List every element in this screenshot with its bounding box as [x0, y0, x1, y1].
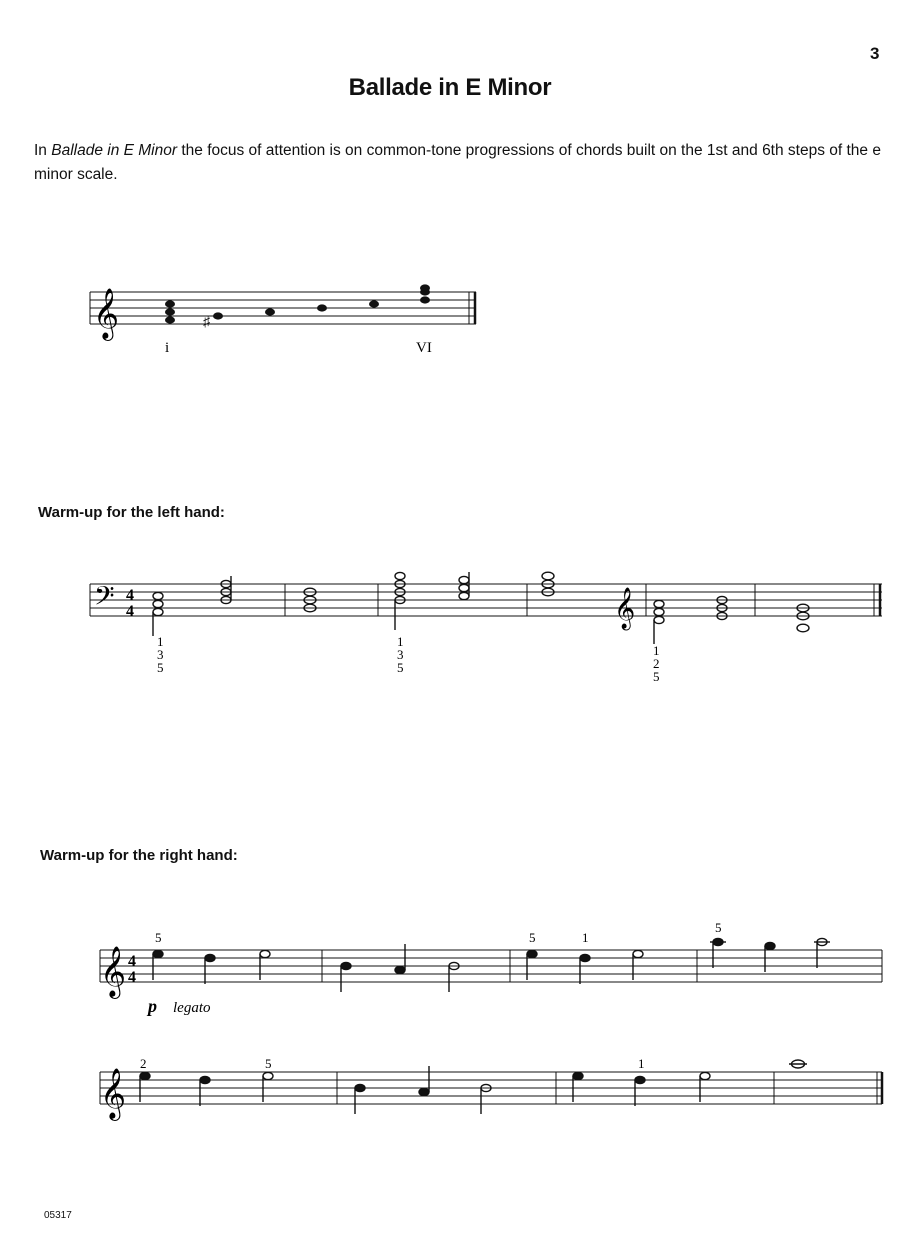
treble-clef-change-icon: 𝄞 [614, 588, 636, 628]
page-number: 3 [870, 44, 880, 63]
intro-prefix: In [34, 142, 52, 159]
right-hand-heading: Warm-up for the right hand: [40, 847, 238, 864]
footer-code: 05317 [44, 1210, 72, 1221]
lh-fingering-a-2: 3 [157, 647, 164, 662]
chord-label-vi: VI [416, 340, 432, 356]
bass-clef-icon: 𝄢 [94, 581, 115, 617]
lh-fingering-c-3: 5 [653, 669, 660, 684]
rh-time-sig-top: 4 [128, 953, 136, 970]
rh1-fingering-2: 5 [529, 930, 536, 945]
left-hand-heading: Warm-up for the left hand: [38, 504, 225, 521]
intro-piece-title: Ballade in E Minor [51, 142, 178, 159]
rh-treble-clef-icon: 𝄞 [100, 947, 127, 996]
rh2-fingering-1: 2 [140, 1056, 147, 1071]
dynamic-mark: p [148, 996, 157, 1016]
lh-fingering-a-1: 1 [157, 634, 164, 649]
rh2-treble-clef-icon: 𝄞 [100, 1069, 127, 1118]
intro-paragraph [34, 139, 884, 187]
rh2-fingering-2: 5 [265, 1056, 272, 1071]
chord-label-i: i [165, 340, 170, 356]
lh-fingering-a-3: 5 [157, 660, 164, 675]
rh-time-sig-bottom: 4 [128, 969, 136, 986]
rh1-fingering-1: 5 [155, 930, 162, 945]
page-title: Ballade in E Minor [348, 74, 552, 101]
treble-clef-icon: 𝄞 [93, 289, 120, 338]
left-hand-staff [0, 570, 900, 690]
rh1-fingering-3: 1 [582, 930, 589, 945]
lh-fingering-b-3: 5 [397, 660, 404, 675]
svg-text:♯: ♯ [203, 315, 210, 330]
scale-example-staff [0, 270, 900, 370]
time-sig-bottom: 4 [126, 603, 134, 620]
right-hand-staff-2 [0, 1050, 900, 1140]
intro-body: the focus of attention is on common-tone progressions of chords built on the 1st and 6th steps of the e minor scale. [34, 142, 881, 183]
rh1-fingering-4: 5 [715, 920, 722, 935]
lh-fingering-b-1: 1 [397, 634, 404, 649]
lh-fingering-c-1: 1 [653, 643, 660, 658]
lh-fingering-c-2: 2 [653, 656, 660, 671]
lh-fingering-b-2: 3 [397, 647, 404, 662]
expression-mark: legato [173, 1000, 211, 1016]
right-hand-staff-1 [0, 920, 900, 1030]
time-sig-top: 4 [126, 587, 134, 604]
rh2-fingering-3: 1 [638, 1056, 645, 1071]
